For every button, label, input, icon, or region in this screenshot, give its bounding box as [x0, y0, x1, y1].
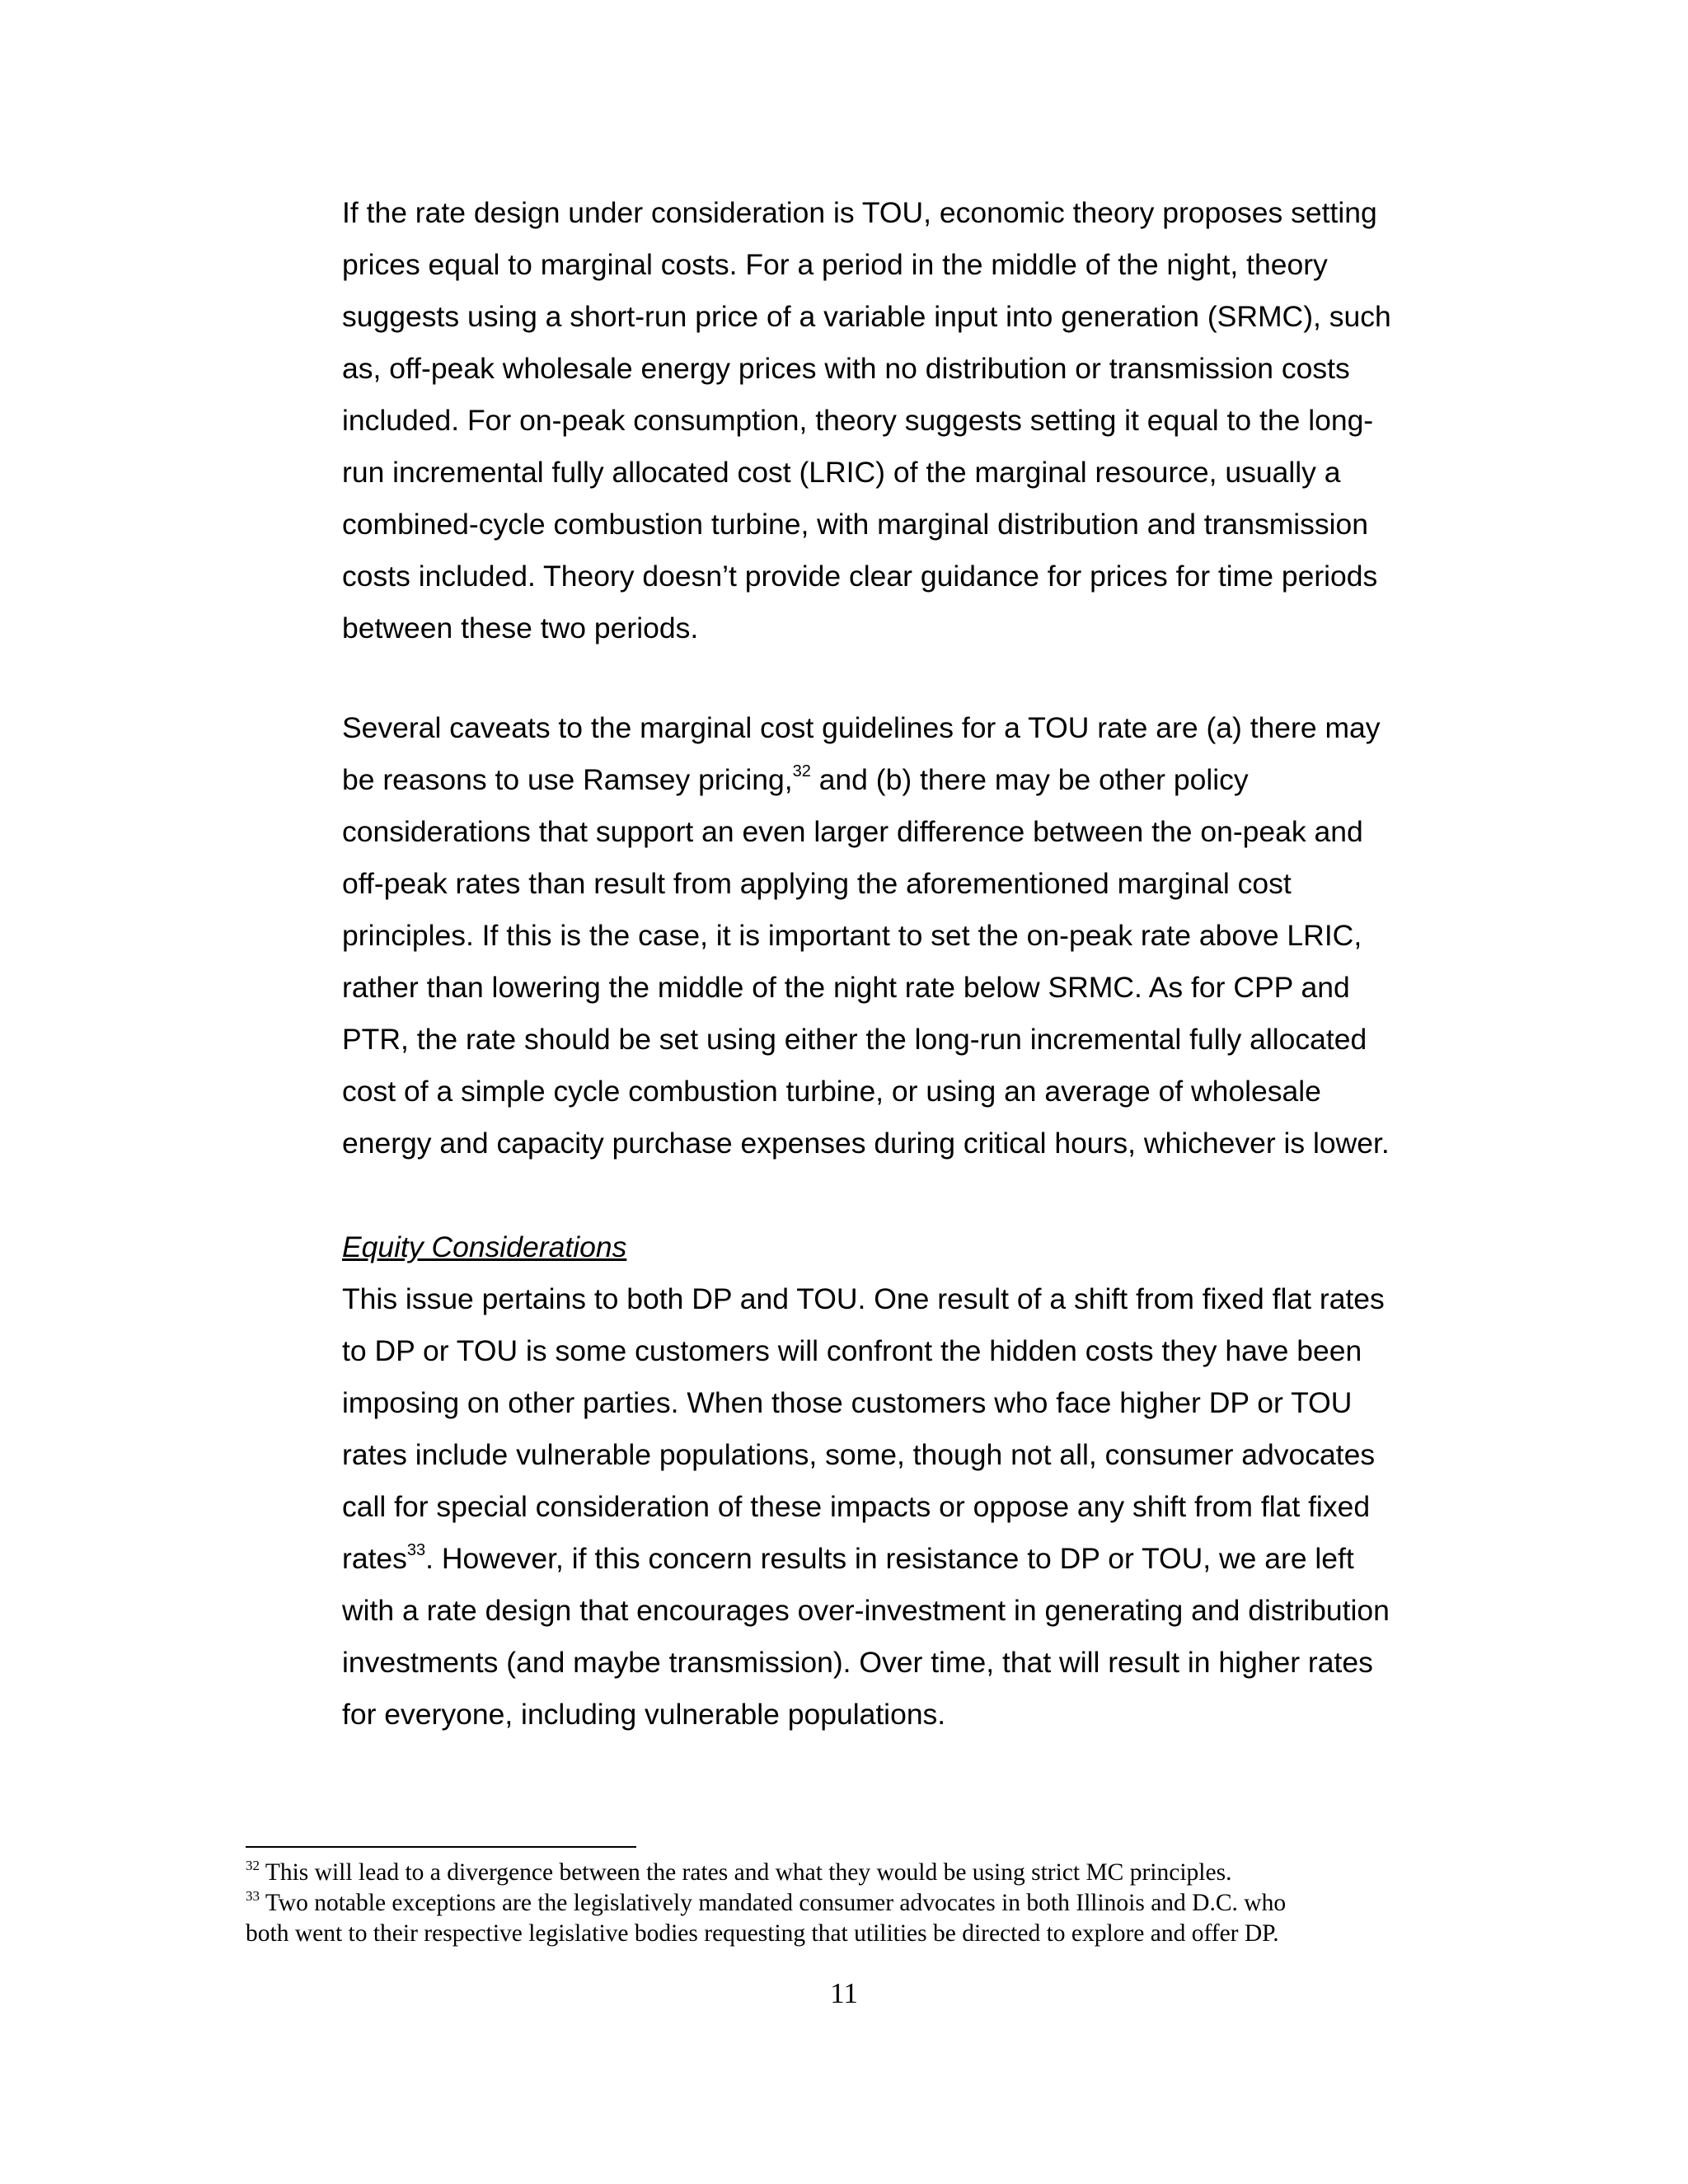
text-line: energy and capacity purchase expenses during critical hours, whichever is lower.: [342, 1127, 1390, 1160]
text-line: with a rate design that encourages over-investment in generating and distribution: [342, 1594, 1390, 1627]
footnotes: [246, 1858, 1449, 1949]
text-line: call for special consideration of these impacts or oppose any shift from flat fixed: [342, 1490, 1371, 1523]
text-line: principles. If this is the case, it is important to set the on-peak rate above LRIC,: [342, 919, 1362, 952]
text-line: rather than lowering the middle of the night rate below SRMC. As for CPP and: [342, 971, 1350, 1004]
text-segment: and (b) there may be other policy: [810, 763, 1249, 796]
text-line: between these two periods.: [342, 612, 699, 644]
paragraph-equity: [342, 1273, 1430, 1741]
text-line: run incremental fully allocated cost (LRIC) of the marginal resource, usually a: [342, 456, 1341, 489]
footnote-33-continued: both went to their respective legislative bodies requesting that utilities be directed to explore and offer DP.: [246, 1920, 1279, 1947]
footnote-text: Two notable exceptions are the legislatively mandated consumer advocates in both Illinois and D.C. who: [260, 1890, 1287, 1916]
text-segment: . However, if this concern results in resistance to DP or TOU, we are left: [425, 1542, 1354, 1575]
text-line: as, off-peak wholesale energy prices with no distribution or transmission costs: [342, 352, 1350, 385]
text-line: cost of a simple cycle combustion turbine, or using an average of wholesale: [342, 1075, 1321, 1108]
footnote-separator: [246, 1846, 636, 1848]
text-line: considerations that support an even larger difference between the on-peak and: [342, 815, 1363, 848]
text-line: costs included. Theory doesn’t provide clear guidance for prices for time periods: [342, 560, 1378, 593]
paragraph-caveats: [342, 702, 1430, 1169]
text-line: combined-cycle combustion turbine, with marginal distribution and transmission: [342, 508, 1369, 541]
text-line: prices equal to marginal costs. For a period in the middle of the night, theory: [342, 248, 1328, 281]
text-line: investments (and maybe transmission). Over time, that will result in higher rates: [342, 1646, 1373, 1679]
text-line: [342, 754, 1430, 806]
text-line: Several caveats to the marginal cost guidelines for a TOU rate are (a) there may: [342, 711, 1381, 744]
text-line: PTR, the rate should be set using either the long-run incremental fully allocated: [342, 1023, 1367, 1056]
footnote-ref-33[interactable]: 33: [406, 1541, 426, 1559]
text-line: suggests using a short-run price of a variable input into generation (SRMC), such: [342, 300, 1391, 333]
text-line: rates include vulnerable populations, some, though not all, consumer advocates: [342, 1438, 1376, 1471]
section-heading-equity: Equity Considerations: [342, 1230, 627, 1263]
page-number: 11: [830, 1977, 858, 2009]
text-line: included. For on-peak consumption, theory suggests setting it equal to the long-: [342, 404, 1374, 437]
paragraph-tou-theory: [342, 187, 1430, 654]
text-line: This issue pertains to both DP and TOU. One result of a shift from fixed flat rates: [342, 1282, 1385, 1315]
text-line: off-peak rates than result from applying the aforementioned marginal cost: [342, 867, 1292, 900]
text-line: imposing on other parties. When those customers who face higher DP or TOU: [342, 1386, 1353, 1419]
text-segment: be reasons to use Ramsey pricing,: [342, 763, 793, 796]
footnote-text: This will lead to a divergence between the rates and what they would be using strict MC principles.: [260, 1859, 1232, 1886]
text-line: If the rate design under consideration is TOU, economic theory proposes setting: [342, 196, 1377, 229]
footnote-33: [246, 1888, 1449, 1919]
footnote-ref-32[interactable]: 32: [792, 762, 811, 780]
text-line: to DP or TOU is some customers will confront the hidden costs they have been: [342, 1334, 1362, 1367]
text-line: [342, 1533, 1430, 1585]
text-line: for everyone, including vulnerable populations.: [342, 1698, 946, 1731]
footnote-mark: 33: [246, 1888, 260, 1904]
footnote-mark: 32: [246, 1858, 260, 1873]
footnote-32: [246, 1858, 1449, 1888]
text-segment: rates: [342, 1542, 407, 1575]
